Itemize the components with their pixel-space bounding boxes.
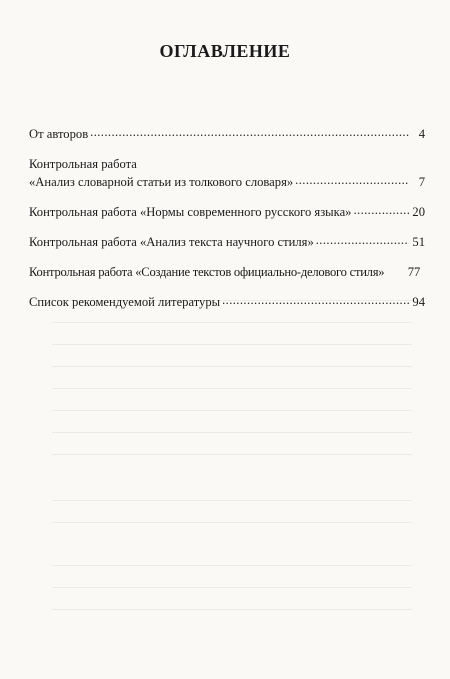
toc-entry-subtitle: «Анализ словарной статьи из толкового словаря» xyxy=(29,175,294,189)
bleed-through-line xyxy=(52,388,412,389)
toc-entry[interactable] xyxy=(29,203,425,221)
toc-entry[interactable] xyxy=(29,263,425,281)
page-title: ОГЛАВЛЕНИЕ xyxy=(159,41,291,61)
toc-page-number: 94 xyxy=(412,295,425,309)
toc-entry[interactable] xyxy=(29,125,425,143)
dot-leader xyxy=(353,204,409,216)
toc-page-number: 7 xyxy=(418,175,425,189)
toc-page-number: 51 xyxy=(412,235,425,249)
toc-page-number: 77 xyxy=(407,265,421,279)
bleed-through-line xyxy=(52,432,412,433)
toc-entry-title: Контрольная работа «Нормы современного русского языка» xyxy=(29,205,352,219)
toc-entry-title: Контрольная работа «Создание текстов официально-делового стиля» xyxy=(29,265,385,279)
bleed-through-line xyxy=(52,366,412,367)
bleed-through-line xyxy=(52,609,412,610)
toc-entry[interactable] xyxy=(29,155,425,191)
toc-page-number: 20 xyxy=(412,205,425,219)
toc-entry-title: Список рекомендуемой литературы xyxy=(29,295,221,309)
toc-page-number: 4 xyxy=(418,127,425,141)
table-of-contents xyxy=(29,125,425,323)
dot-leader xyxy=(90,126,409,138)
toc-entry-title: От авторов xyxy=(29,127,89,141)
dot-leader xyxy=(295,174,409,186)
bleed-through-line xyxy=(52,565,412,566)
toc-entry-title: Контрольная работа xyxy=(29,157,137,171)
bleed-through-line xyxy=(52,344,412,345)
bleed-through-line xyxy=(52,454,412,455)
toc-entry[interactable] xyxy=(29,233,425,251)
bleed-through-line xyxy=(52,500,412,501)
dot-leader xyxy=(316,234,409,246)
toc-entry[interactable] xyxy=(29,293,425,311)
bleed-through-line xyxy=(52,522,412,523)
bleed-through-line xyxy=(52,410,412,411)
toc-entry-title: Контрольная работа «Анализ текста научного стиля» xyxy=(29,235,314,249)
bleed-through-line xyxy=(52,587,412,588)
dot-leader xyxy=(222,294,409,306)
